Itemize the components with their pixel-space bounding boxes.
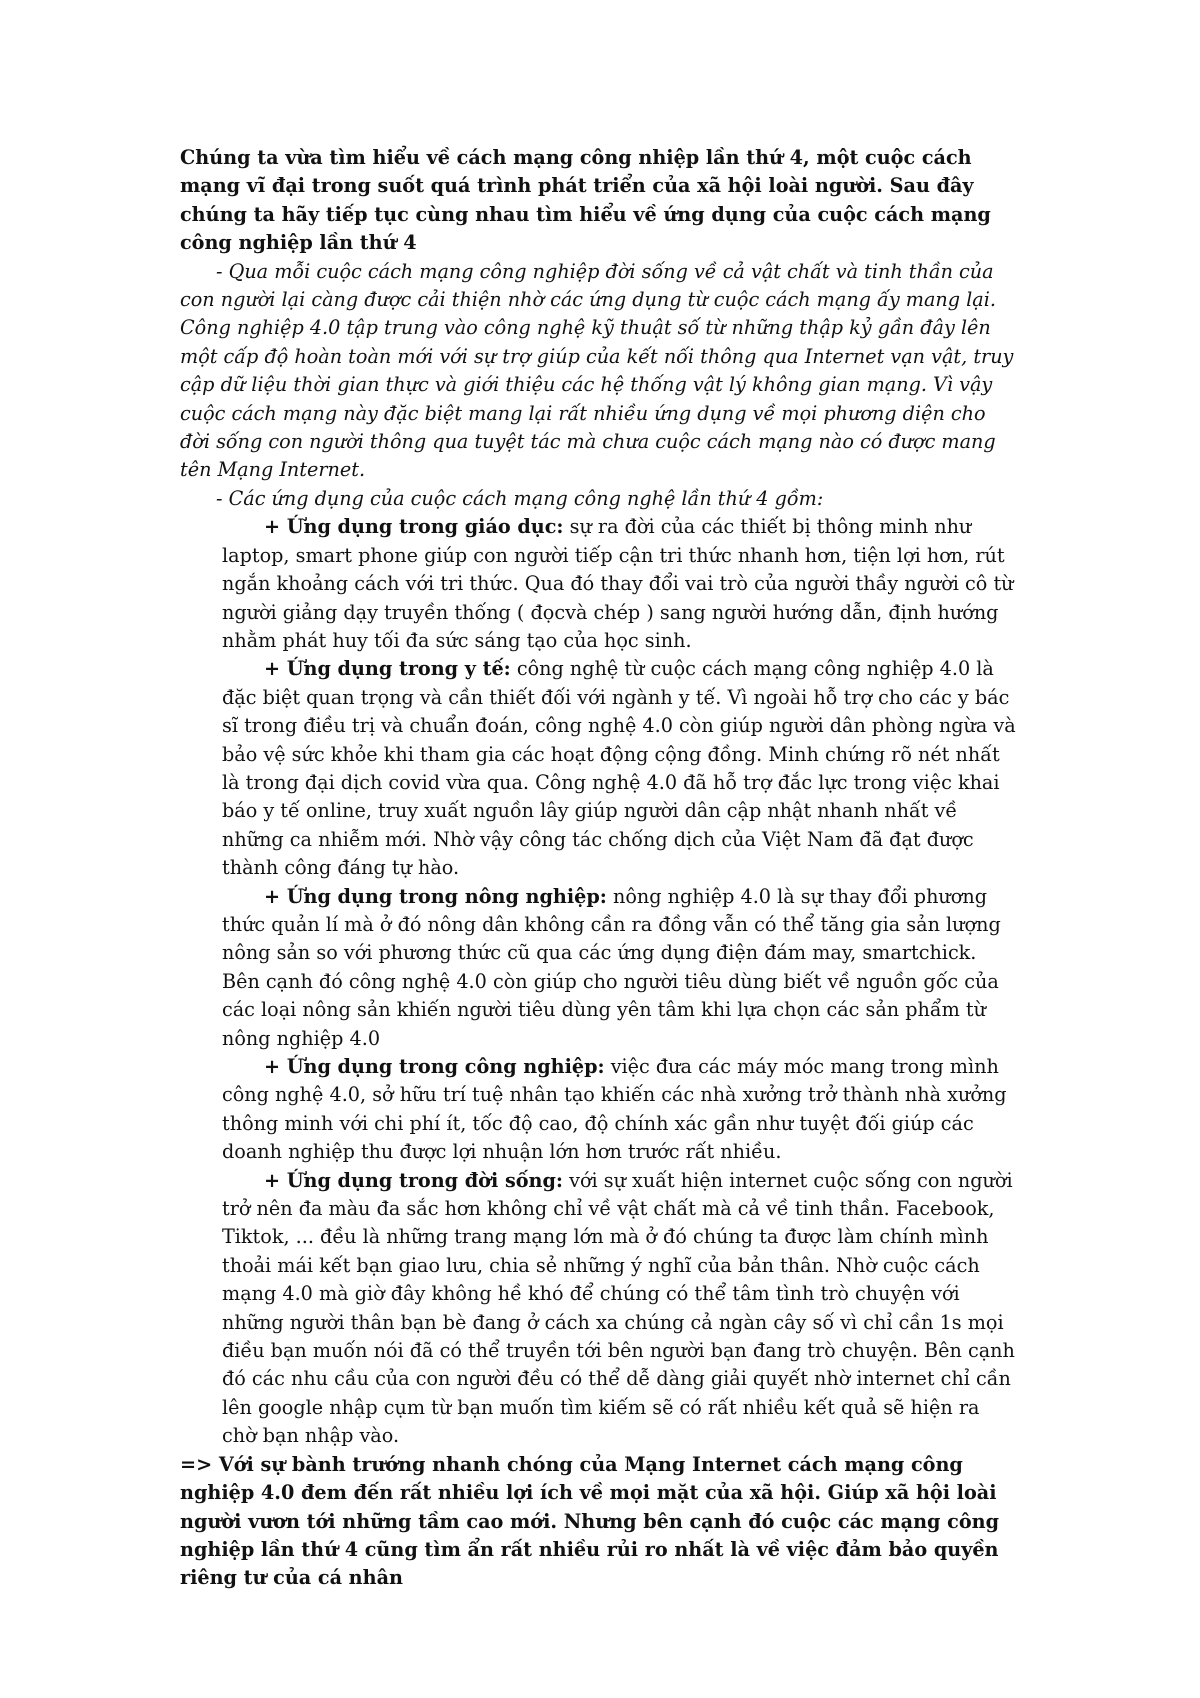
list-item-health	[222, 655, 1020, 882]
list-item-title: + Ứng dụng trong đời sống:	[264, 1168, 563, 1192]
document-page	[180, 144, 1020, 1593]
list-item-text: sự ra đời của các thiết bị thông minh như laptop, smart phone giúp con người tiếp cận tri thức nhanh hơn, tiện lợi hơn, rút ngắn khoảng cách với tri thức. Qua đó thay đổi vai trò của người thầy người cô từ người giảng dạy truyền thống ( đọcvà chép ) sang người hướng dẫn, định hướng nhằm phát huy tối đa sức sáng tạo của học sinh.	[222, 515, 1014, 652]
italic-paragraph-list-heading: - Các ứng dụng của cuộc cách mạng công nghệ lần thứ 4 gồm:	[216, 486, 824, 510]
italic-paragraph-overview: - Qua mỗi cuộc cách mạng công nghiệp đời sống về cả vật chất và tinh thần của con người lại càng được cải thiện nhờ các ứng dụng từ cuộc cách mạng ấy mang lại. Công nghiệp 4.0 tập trung vào công nghệ kỹ thuật số từ những thập kỷ gần đây lên một cấp độ hoàn toàn mới với sự trợ giúp của kết nối thông qua Internet vạn vật, truy cập dữ liệu thời gian thực và giới thiệu các hệ thống vật lý không gian mạng. Vì vậy cuộc cách mạng này đặc biệt mang lại rất nhiều ứng dụng về mọi phương diện cho đời sống con người thông qua tuyệt tác mà chưa cuộc cách mạng nào có được mang tên Mạng Internet.	[180, 259, 1014, 482]
list-item-title: + Ứng dụng trong nông nghiệp:	[264, 884, 607, 908]
list-item-daily-life	[222, 1167, 1020, 1451]
list-item-title: + Ứng dụng trong y tế:	[264, 657, 511, 681]
list-item-text: với sự xuất hiện internet cuộc sống con người trở nên đa màu đa sắc hơn không chỉ về vật chất mà cả về tinh thần. Facebook, Tiktok, ... đều là những trang mạng lớn mà ở đó chúng ta được làm chính mình thoải mái kết bạn giao lưu, chia sẻ những ý nghĩ của bản thân. Nhờ cuộc cách mạng 4.0 mà giờ đây không hề khó để chúng có thể tâm tình trò chuyện với những người thân bạn bè đang ở cách xa chúng cả ngàn cây số vì chỉ cần 1s mọi điều bạn muốn nói đã có thể truyền tới bên người bạn đang trò chuyện. Bên cạnh đó các nhu cầu của con người đều có thể dễ dàng giải quyết nhờ internet chỉ cần lên google nhập cụm từ bạn muốn tìm kiếm sẽ có rất nhiều kết quả sẽ hiện ra chờ bạn nhập vào.	[222, 1168, 1015, 1448]
intro-paragraph: Chúng ta vừa tìm hiểu về cách mạng công nhiệp lần thứ 4, một cuộc cách mạng vĩ đại trong suốt quá trình phát triển của xã hội loài người. Sau đây chúng ta hãy tiếp tục cùng nhau tìm hiểu về ứng dụng của cuộc cách mạng công nghiệp lần thứ 4	[180, 146, 991, 255]
list-item-title: + Ứng dụng trong giáo dục:	[264, 515, 564, 539]
list-item-agriculture	[222, 883, 1020, 1053]
list-item-text: việc đưa các máy móc mang trong mình công nghệ 4.0, sở hữu trí tuệ nhân tạo khiến các nhà xưởng trở thành nhà xưởng thông minh với chi phí ít, tốc độ cao, độ chính xác gần như tuyệt đối giúp các doanh nghiệp thu được lợi nhuận lớn hơn trước rất nhiều.	[222, 1055, 1007, 1164]
list-item-education	[222, 513, 1020, 655]
conclusion-paragraph: => Với sự bành trướng nhanh chóng của Mạng Internet cách mạng công nghiệp 4.0 đem đến rất nhiều lợi ích về mọi mặt của xã hội. Giúp xã hội loài người vươn tới những tầm cao mới. Nhưng bên cạnh đó cuộc các mạng công nghiệp lần thứ 4 cũng tìm ẩn rất nhiều rủi ro nhất là về việc đảm bảo quyền riêng tư của cá nhân	[180, 1452, 999, 1590]
list-item-industry	[222, 1053, 1020, 1167]
list-item-title: + Ứng dụng trong công nghiệp:	[264, 1055, 605, 1078]
list-item-text: công nghệ từ cuộc cách mạng công nghiệp 4.0 là đặc biệt quan trọng và cần thiết đối với ngành y tế. Vì ngoài hỗ trợ cho các y bác sĩ trong điều trị và chuẩn đoán, công nghệ 4.0 còn giúp người dân phòng ngừa và bảo vệ sức khỏe khi tham gia các hoạt động cộng đồng. Minh chứng rõ nét nhất là trong đại dịch covid vừa qua. Công nghệ 4.0 đã hỗ trợ đắc lực trong việc khai báo y tế online, truy xuất nguồn lây giúp người dân cập nhật nhanh nhất về những ca nhiễm mới. Nhờ vậy công tác chống dịch của Việt Nam đã đạt được thành công đáng tự hào.	[222, 657, 1016, 880]
list-item-text: nông nghiệp 4.0 là sự thay đổi phương thức quản lí mà ở đó nông dân không cần ra đồng vẫn có thể tăng gia sản lượng nông sản so với phương thức cũ qua các ứng dụng điện đám may, smartchick. Bên cạnh đó công nghệ 4.0 còn giúp cho người tiêu dùng biết về nguồn gốc của các loại nông sản khiến người tiêu dùng yên tâm khi lựa chọn các sản phẩm từ nông nghiệp 4.0	[222, 884, 1001, 1050]
